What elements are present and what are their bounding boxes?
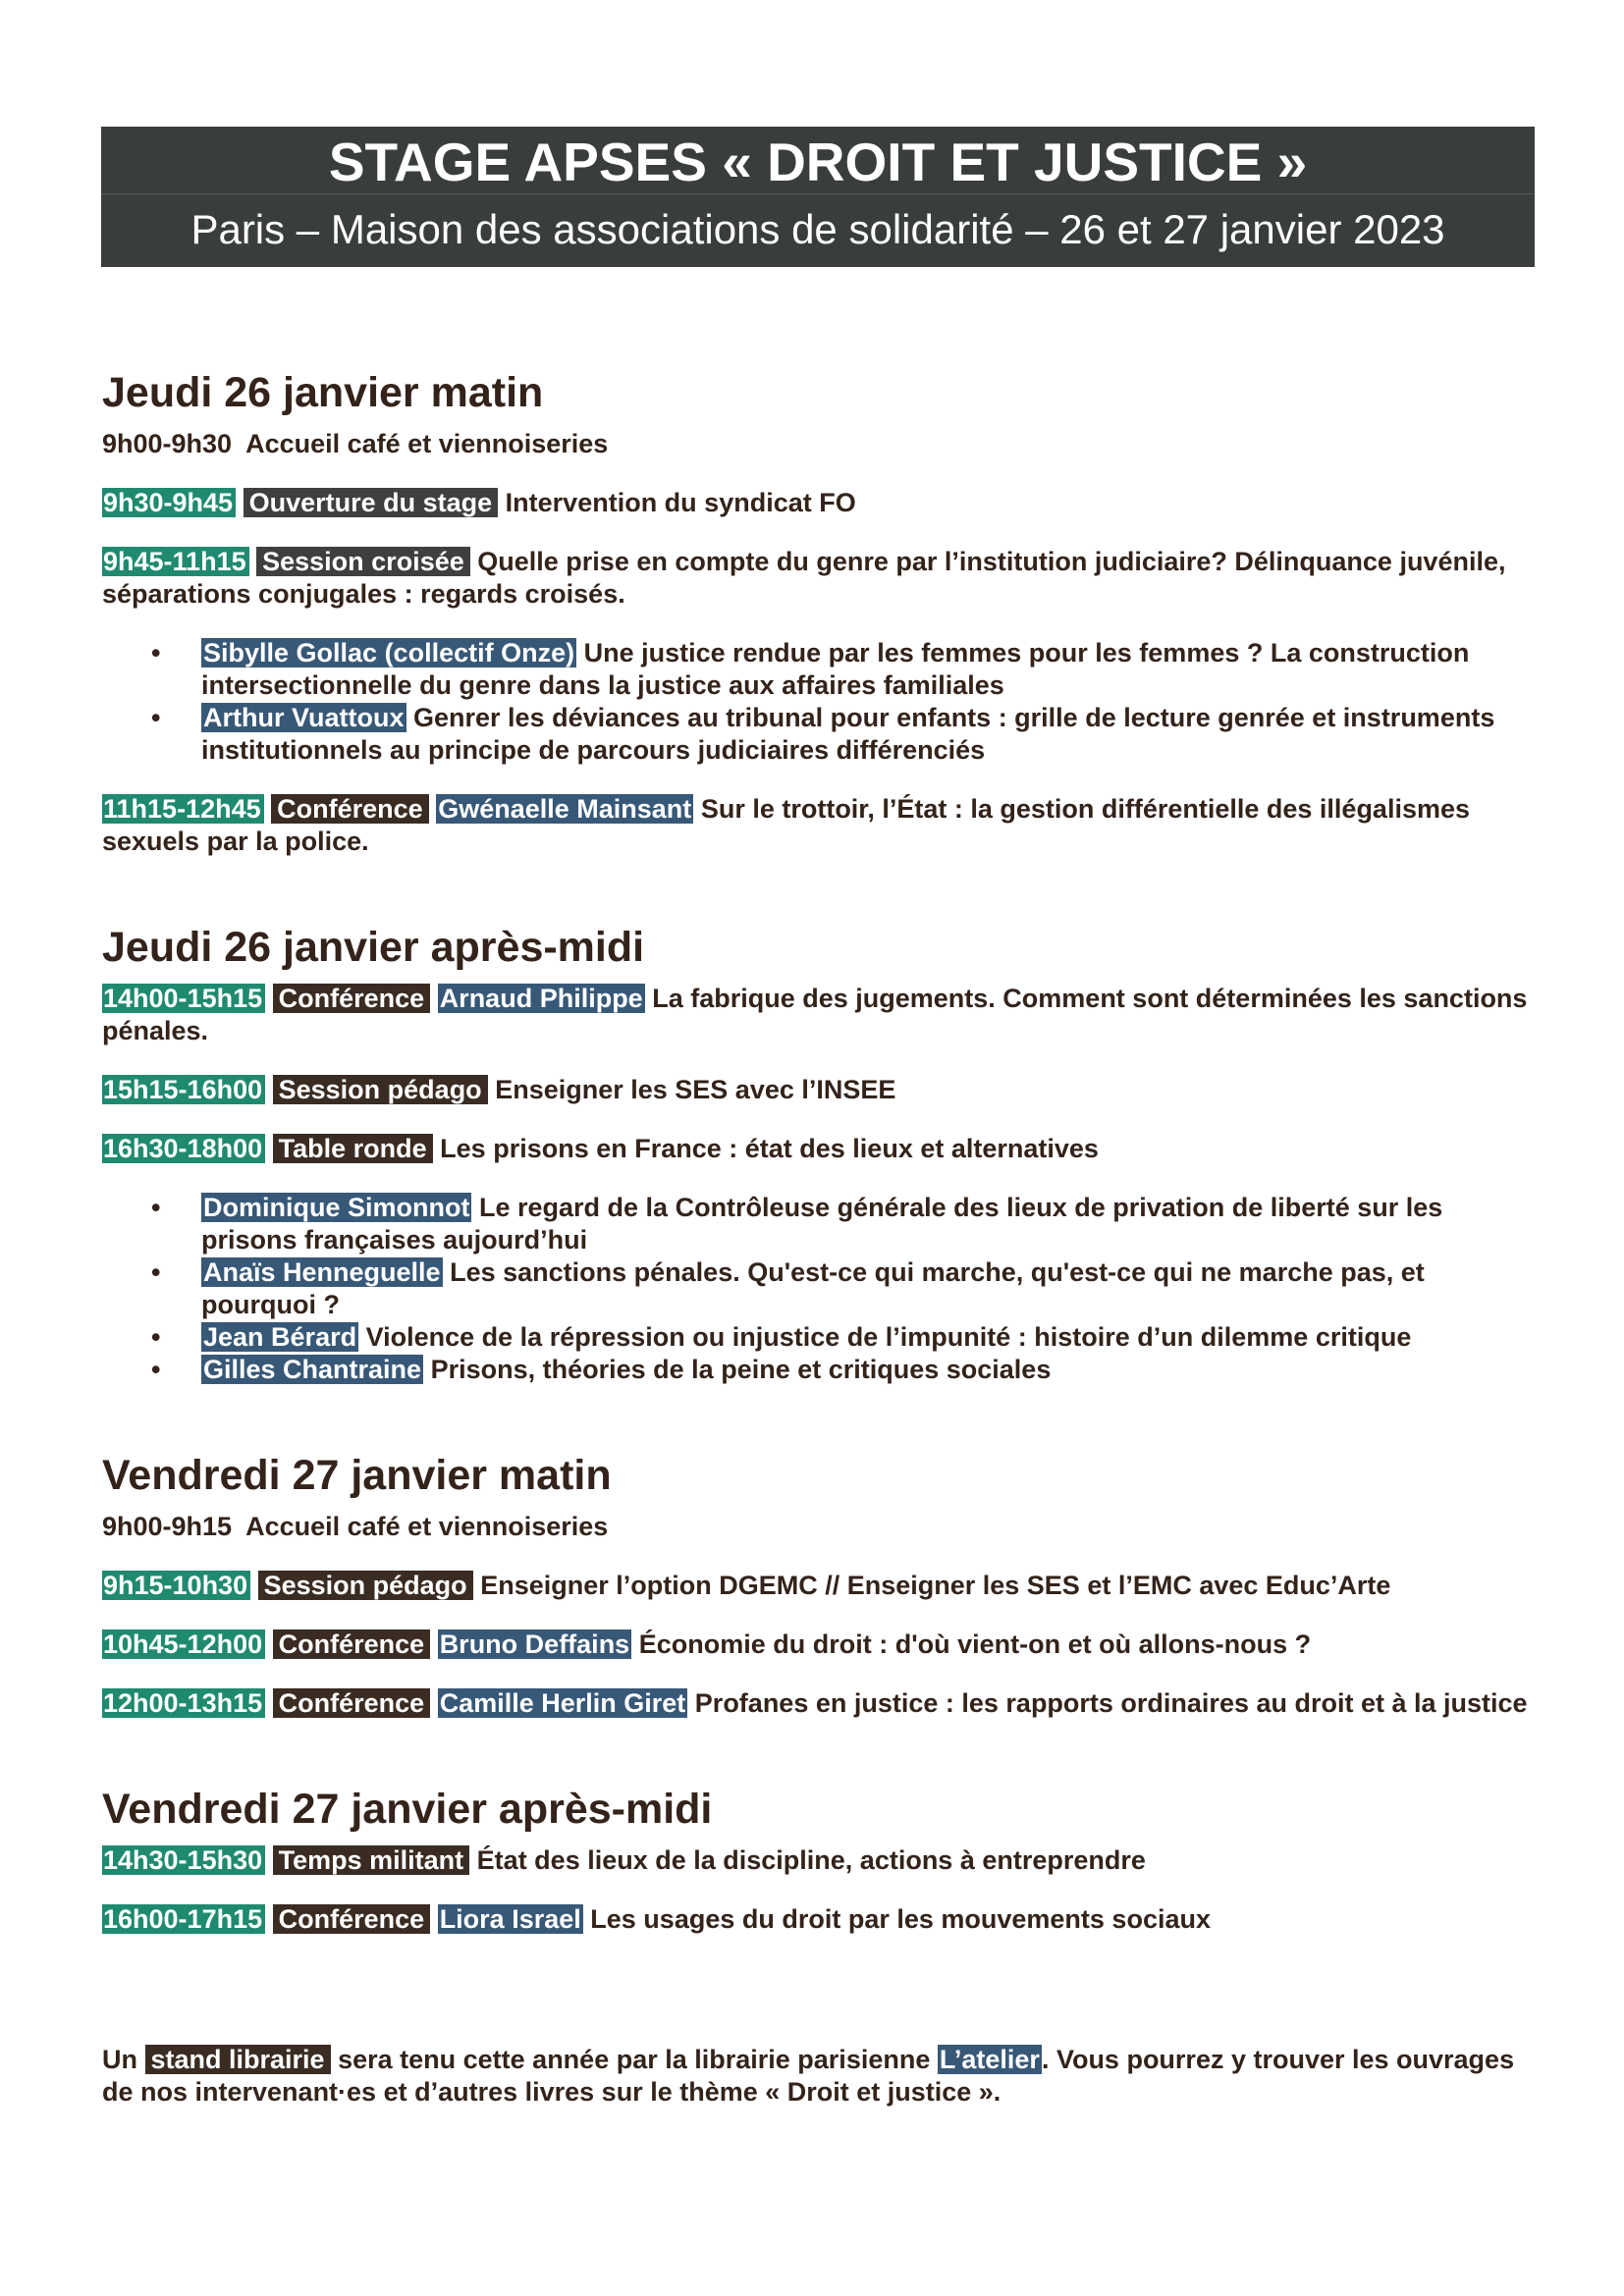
session-title: Intervention du syndicat FO (505, 488, 856, 517)
schedule-item (102, 1629, 1536, 1661)
session-title: Enseigner l’option DGEMC // Enseigner les SES et l’EMC avec Educ’Arte (480, 1571, 1391, 1600)
day-heading: Vendredi 27 janvier après-midi (102, 1786, 713, 1833)
list-item (102, 702, 1536, 767)
session-title: Les prisons en France : état des lieux et alternatives (440, 1134, 1099, 1163)
speaker-list (102, 637, 1536, 767)
session-title: Enseigner les SES avec l’INSEE (495, 1075, 896, 1104)
time-slot: 9h00-9h30 (102, 429, 233, 458)
time-slot: 11h15-12h45 (102, 794, 264, 824)
list-item (102, 1354, 1536, 1386)
schedule-item (102, 1074, 1536, 1106)
time-slot: 9h45-11h15 (102, 547, 249, 576)
schedule-item (102, 1687, 1536, 1720)
schedule-item (102, 1844, 1536, 1877)
speaker-name: Liora Israel (439, 1904, 581, 1934)
speaker-name: Arnaud Philippe (439, 984, 643, 1013)
day-heading: Jeudi 26 janvier matin (102, 369, 544, 416)
speaker-name: Dominique Simonnot (203, 1193, 470, 1222)
time-slot: 9h15-10h30 (102, 1571, 250, 1600)
footer-middle: sera tenu cette année par la librairie parisienne (338, 2045, 931, 2074)
schedule-item (102, 428, 1536, 460)
speaker-name: Jean Bérard (203, 1322, 357, 1352)
bookshop-name: L’atelier (939, 2045, 1040, 2074)
time-slot: 10h45-12h00 (102, 1629, 265, 1659)
schedule-item (102, 1903, 1536, 1936)
footer-prefix: Un (102, 2045, 137, 2074)
bullet-icon: • (151, 1257, 161, 1287)
session-title: État des lieux de la discipline, actions à entreprendre (476, 1845, 1146, 1875)
session-title: Accueil café et viennoiseries (245, 429, 609, 458)
bullet-icon: • (151, 638, 161, 667)
document-title: STAGE APSES « DROIT ET JUSTICE » (101, 127, 1535, 194)
speaker-name: Bruno Deffains (439, 1629, 630, 1659)
talk-title: Le regard de la Contrôleuse générale des lieux de privation de liberté sur les prisons françaises aujourd’hui (201, 1193, 1443, 1255)
time-slot: 12h00-13h15 (102, 1688, 265, 1718)
time-slot: 14h30-15h30 (102, 1845, 265, 1875)
session-type-badge: Temps militant (273, 1845, 470, 1875)
schedule-item (102, 983, 1536, 1047)
day-heading: Jeudi 26 janvier après-midi (102, 924, 645, 971)
session-type-badge: Conférence (271, 794, 429, 824)
talk-title: Violence de la répression ou injustice de l’impunité : histoire d’un dilemme critique (365, 1322, 1412, 1352)
speaker-name: Arthur Vuattoux (203, 703, 405, 732)
schedule-item (102, 487, 1536, 519)
session-type-badge: Session pédago (273, 1075, 488, 1104)
session-type-badge: Conférence (273, 1629, 431, 1659)
speaker-name: Gilles Chantraine (203, 1355, 422, 1384)
day-heading: Vendredi 27 janvier matin (102, 1452, 612, 1499)
speaker-name: Camille Herlin Giret (439, 1688, 686, 1718)
time-slot: 9h30-9h45 (102, 488, 236, 517)
schedule-item (102, 1570, 1536, 1602)
document-header (101, 127, 1535, 267)
speaker-name: Anaïs Henneguelle (203, 1257, 441, 1287)
list-item (102, 1192, 1536, 1256)
session-title: Quelle prise en compte du genre par l’institution judiciaire? Délinquance juvénile, séparations conjugales : regards croisés. (102, 547, 1506, 609)
session-type-badge: Session pédago (258, 1571, 473, 1600)
session-title: La fabrique des jugements. Comment sont déterminées les sanctions pénales. (102, 984, 1528, 1045)
document-subtitle: Paris – Maison des associations de solidarité – 26 et 27 janvier 2023 (190, 206, 1445, 252)
talk-title: Prisons, théories de la peine et critiques sociales (430, 1355, 1052, 1384)
bullet-icon: • (151, 1193, 161, 1222)
session-type-badge: Table ronde (273, 1134, 433, 1163)
list-item (102, 1321, 1536, 1354)
schedule-item (102, 793, 1536, 858)
schedule-item (102, 1133, 1536, 1165)
talk-title: Une justice rendue par les femmes pour les femmes ? La construction intersectionnelle du genre dans la justice aux affaires familiales (201, 638, 1470, 700)
speaker-list (102, 1192, 1536, 1386)
time-slot: 14h00-15h15 (102, 984, 265, 1013)
list-item (102, 637, 1536, 702)
speaker-name: Sibylle Gollac (collectif Onze) (203, 638, 575, 667)
session-title: Profanes en justice : les rapports ordinaires au droit et à la justice (694, 1688, 1528, 1718)
talk-title: Genrer les déviances au tribunal pour enfants : grille de lecture genrée et instruments institutionnels au principe de parcours judiciaires différenciés (201, 703, 1495, 765)
session-title: Les usages du droit par les mouvements sociaux (590, 1904, 1211, 1934)
list-item (102, 1256, 1536, 1321)
bullet-icon: • (151, 1322, 161, 1352)
programme (102, 363, 1536, 2135)
speaker-name: Gwénaelle Mainsant (438, 794, 692, 824)
talk-title: Les sanctions pénales. Qu'est-ce qui marche, qu'est-ce qui ne marche pas, et pourquoi ? (201, 1257, 1425, 1319)
section-gap (102, 884, 1536, 918)
session-type-badge: Ouverture du stage (244, 488, 499, 517)
schedule-item (102, 546, 1536, 611)
session-title: Économie du droit : d'où vient-on et où allons-nous ? (638, 1629, 1312, 1659)
stand-badge: stand librairie (145, 2045, 331, 2074)
schedule-item (102, 1511, 1536, 1543)
time-slot: 16h30-18h00 (102, 1134, 265, 1163)
session-title: Accueil café et viennoiseries (245, 1512, 609, 1541)
bullet-icon: • (151, 703, 161, 732)
footer-note (102, 2044, 1536, 2109)
session-type-badge: Session croisée (256, 547, 470, 576)
section-gap (102, 1413, 1536, 1446)
footer-suffix: . Vous pourrez y trouver les ouvrages de nos intervenant·es et d’autres livres sur le thème « Droit et justice ». (102, 2045, 1515, 2107)
session-type-badge: Conférence (273, 1904, 431, 1934)
section-gap (102, 1746, 1536, 1780)
bullet-icon: • (151, 1355, 161, 1384)
time-slot: 16h00-17h15 (102, 1904, 265, 1934)
time-slot: 15h15-16h00 (102, 1075, 265, 1104)
time-slot: 9h00-9h15 (102, 1512, 233, 1541)
session-type-badge: Conférence (273, 984, 431, 1013)
session-title: Sur le trottoir, l’État : la gestion différentielle des illégalismes sexuels par la police. (102, 794, 1471, 856)
session-type-badge: Conférence (273, 1688, 431, 1718)
